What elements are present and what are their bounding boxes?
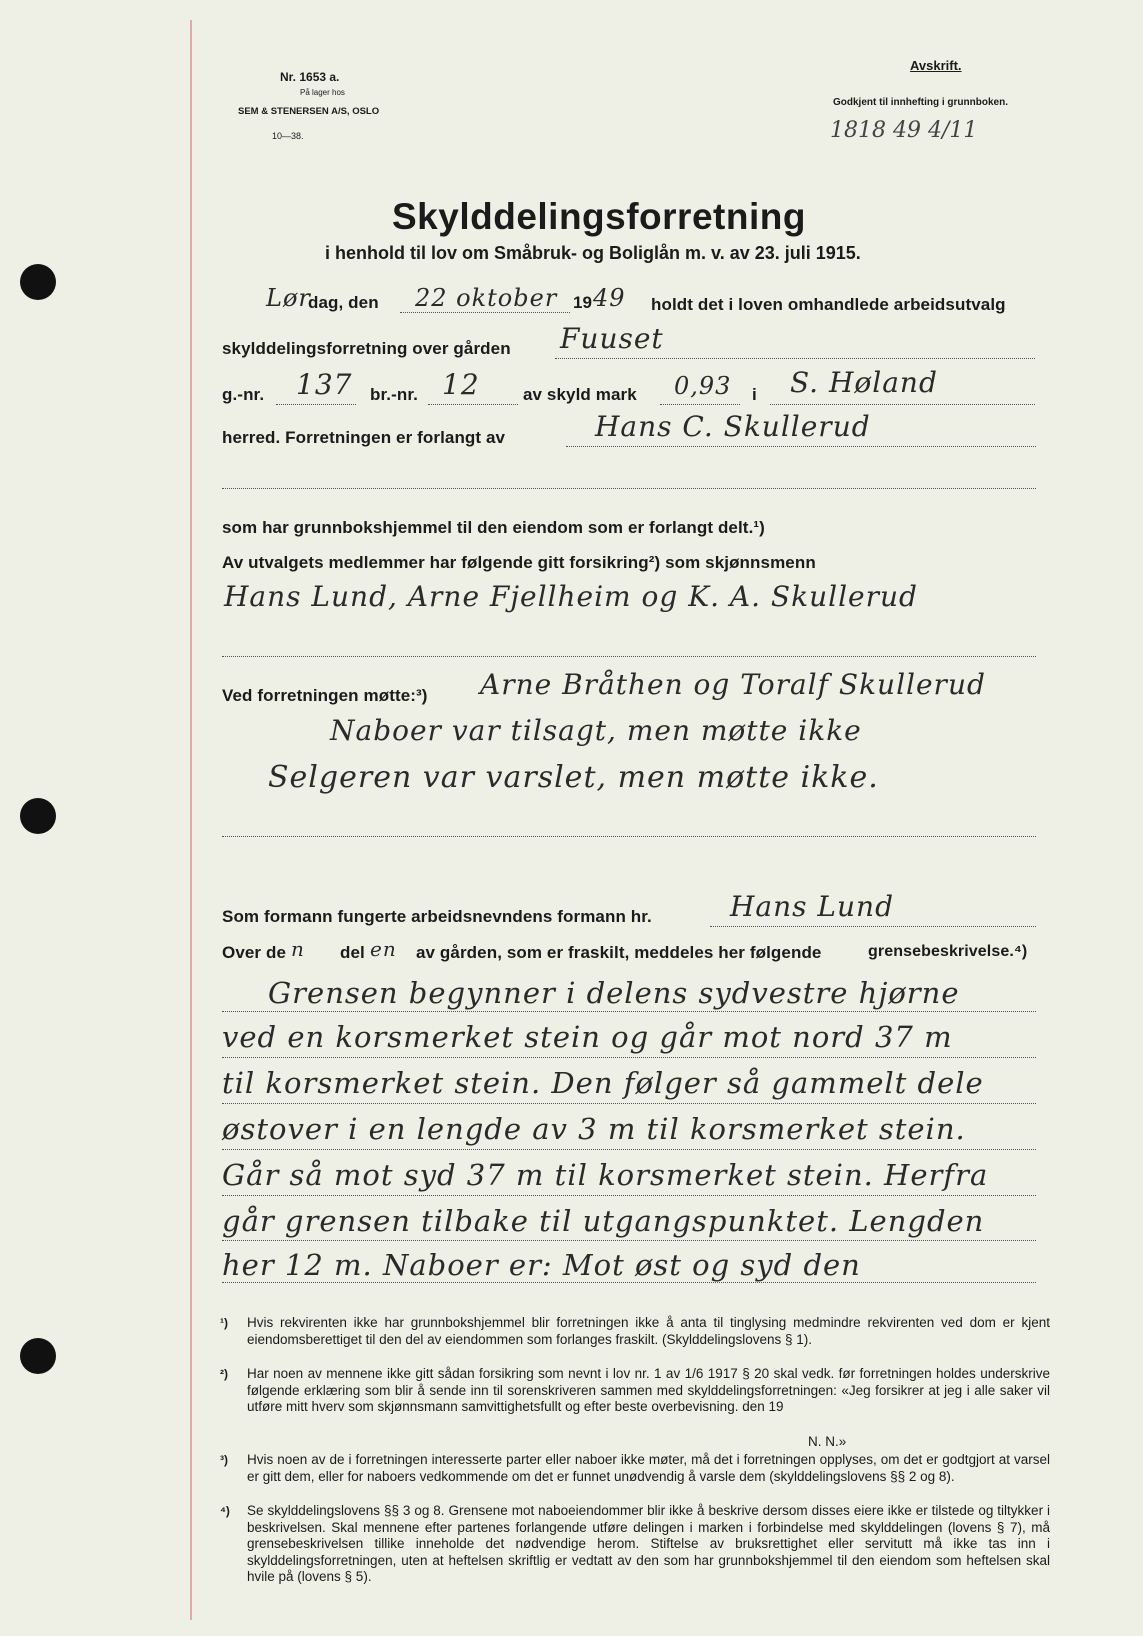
attended-handwriting-2: Naboer var tilsagt, men møtte ikke [330,714,862,747]
bnr-field-line [428,404,518,405]
gnr-label: g.-nr. [222,385,265,404]
date-field-line [400,312,570,313]
punch-hole [20,1338,56,1374]
farm-label: skylddelingsforretning over gården [222,339,511,358]
punch-hole [20,264,56,300]
i-label: i [752,385,757,404]
grunnbok-text: som har grunnbokshjemmel til den eiendom som er forlangt delt.¹) [222,518,765,537]
form-number: Nr. 1653 a. [280,70,340,84]
publisher-name: SEM & STENERSEN A/S, OSLO [238,106,380,117]
document-subtitle: i henhold til lov om Småbruk- og Boliglån m. v. av 23. juli 1915. [325,243,861,263]
footnote-text: Har noen av mennene ikke gitt sådan forsikring som nevnt i lov nr. 1 av 1/6 1917 § 20 skal vedk. før forretningen holdes underskrive følgende erklæring som blir å sende inn til sorenskriveren sammen med skylddelingsforretningen: «Jeg forsikrer at jeg i alle saker vil utføre mitt hverv som skjønnsmann samvittighetsfullt og efter beste overbevisning. den 19 [247,1366,1050,1414]
ruled-line [222,1011,1036,1012]
requester-field-line [566,446,1036,447]
footnote-4 [220,1503,1050,1586]
boundary-intro-post: av gården, som er fraskilt, meddeles her følgende [416,943,822,962]
boundary-line: ved en korsmerket stein og går mot nord 37 m [222,1020,953,1054]
gnr-handwriting: 137 [296,368,353,401]
footnote-marker: ⁴) [220,1504,230,1518]
date-label: dag, den [308,293,379,312]
footnote-text: Hvis noen av de i forretningen interesserte parter eller naboer ikke møter, må det i forretningen opplyses, om det er godtgjort at varsel er gitt dem, eller for naboers vedkommende om det er funnet unødvendig å varsle dem (skylddelingslovens §§ 2 og 8). [247,1452,1050,1484]
ruled-line [222,1149,1036,1150]
chair-handwriting: Hans Lund [730,890,894,923]
farm-field-line [555,358,1035,359]
skyld-handwriting: 0,93 [674,372,732,400]
boundary-line: går grensen tilbake til utgangspunktet. Lengden [222,1204,985,1238]
attended-label: Ved forretningen møtte:³) [222,686,428,705]
footnote-text: Hvis rekvirenten ikke har grunnbokshjemmel blir forretningen ikke å anta til tinglysing medmindre rekvirenten ved dom er kjent eiendomsberettiget til den del av eiendommen som forlanges fraskilt. (Skylddelingslovens § 1). [247,1315,1050,1347]
gnr-field-line [276,404,356,405]
year-handwriting: 49 [593,284,626,312]
bnr-label: br.-nr. [370,385,418,404]
ruled-line [222,1282,1036,1283]
skyld-field-line [660,404,740,405]
document-title: Skylddelingsforretning [392,196,806,237]
boundary-bold-label: grensebeskrivelse.⁴) [868,943,1028,960]
ruled-line [222,1195,1036,1196]
ruled-line [222,1057,1036,1058]
blank-line [222,836,1036,837]
copy-label: Avskrift. [910,58,962,73]
ruled-line [222,1240,1036,1241]
line1-text: holdt det i loven omhandlede arbeidsutvalg [651,295,1006,314]
bnr-handwriting: 12 [442,368,480,401]
footnote-marker: ²) [220,1367,228,1381]
place-field-line [770,404,1035,405]
boundary-line: Grensen begynner i delens sydvestre hjørne [268,976,960,1010]
footnote-marker: ³) [220,1453,228,1467]
attended-handwriting-1: Arne Bråthen og Toralf Skullerud [480,668,986,701]
chair-label: Som formann fungerte arbeidsnevndens formann hr. [222,907,652,926]
boundary-intro-pre: Over de [222,943,287,962]
boundary-hand-b: en [370,937,397,961]
boundary-intro-mid: del [340,943,365,962]
boundary-line: østover i en lengde av 3 m til korsmerket stein. [222,1112,966,1146]
footnote-text: N. N.» [808,1434,847,1449]
farm-handwriting: Fuuset [560,322,664,355]
footnote-1 [220,1315,1050,1348]
date-code: 10—38. [272,131,304,141]
day-handwriting: Lør [266,284,311,312]
approval-handwriting: 1818 49 4/11 [830,118,978,143]
chair-field-line [710,926,1036,927]
members-handwriting: Hans Lund, Arne Fjellheim og K. A. Skullerud [224,580,918,613]
blank-line [222,656,1036,657]
footnote-2 [220,1366,1050,1416]
margin-rule [190,20,192,1620]
year-prefix: 19 [573,293,593,312]
blank-line [222,488,1036,489]
boundary-line: Går så mot syd 37 m til korsmerket stein. Herfra [222,1158,989,1192]
skyld-label: av skyld mark [523,385,637,404]
members-text: Av utvalgets medlemmer har følgende gitt forsikring²) som skjønnsmenn [222,553,816,572]
publisher-line: På lager hos [300,88,345,97]
requester-label: herred. Forretningen er forlangt av [222,428,506,447]
boundary-line: til korsmerket stein. Den følger så gammelt dele [222,1066,984,1100]
footnote-text: Se skylddelingslovens §§ 3 og 8. Grensene mot naboeiendommer blir ikke å beskrive dersom disses eiere ikke er tilstede og tiltykker i beskrivelsen. Skal mennene efter partenes forlangende utføre delingen i marken i forbindelse med skylddelingen (lovens § 7), må grensebeskrivelsen tillike inneholde det nødvendige herom. Stiftelse av bruksrettighet eller servitutt må ikke tas inn i skylddelingsforretningen, uten at heftelsen skriftlig er vedtatt av den som har grunnbokshjemmel til den eiendom som heftelsen skal hvile på (lovens § 5). [247,1503,1050,1584]
attended-handwriting-3: Selgeren var varslet, men møtte ikke. [268,760,879,795]
punch-hole [20,798,56,834]
footnote-marker: ¹) [220,1316,228,1330]
boundary-line: her 12 m. Naboer er: Mot øst og syd den [222,1248,861,1282]
requester-handwriting: Hans C. Skullerud [595,410,871,443]
boundary-hand-a: n [291,937,305,961]
footnote-3 [220,1452,1050,1485]
approval-text: Godkjent til innhefting i grunnboken. [833,97,1008,108]
date-handwriting: 22 oktober [415,284,558,312]
footnote-signature [808,1434,908,1451]
ruled-line [222,1103,1036,1104]
place-handwriting: S. Høland [790,366,938,399]
